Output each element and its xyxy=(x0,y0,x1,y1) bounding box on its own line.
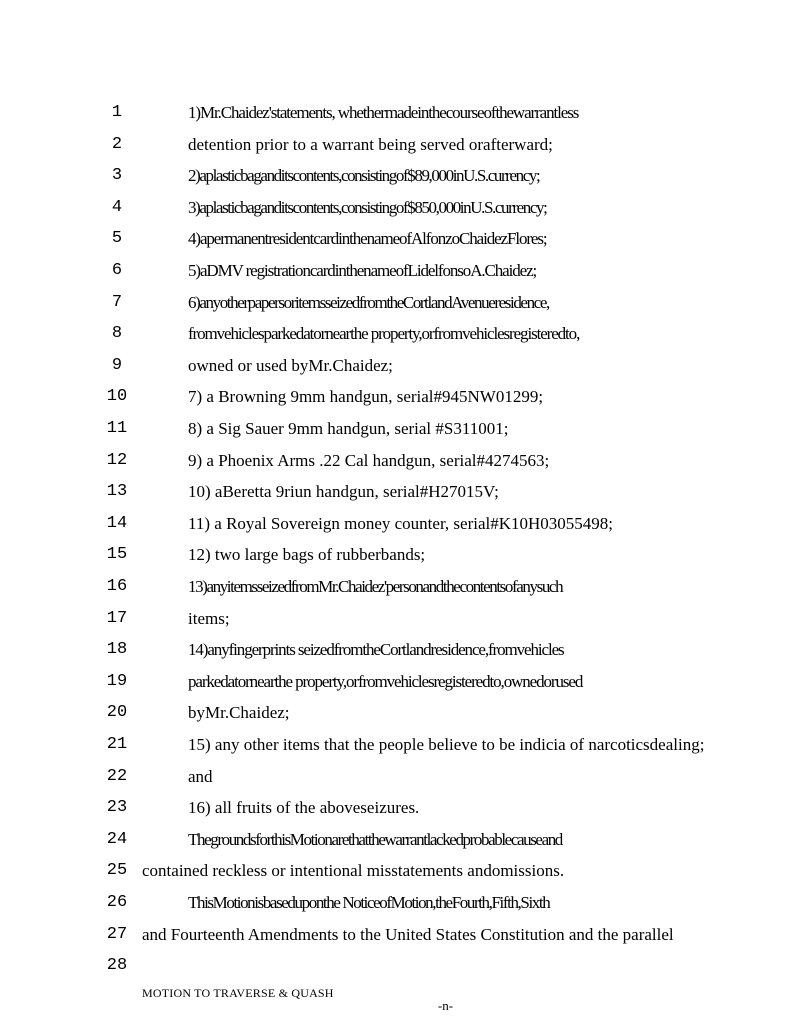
pleading-line xyxy=(0,416,791,442)
pleading-line xyxy=(0,384,791,410)
line-text: 13)anyitemsseizedfromMr.Chaidez'personandthecontentsofanysuch xyxy=(188,577,563,596)
line-number: 8 xyxy=(111,324,123,344)
line-text: 10) aBeretta 9riun handgun, serial#H27015V; xyxy=(188,482,499,502)
line-text: 11) a Royal Sovereign money counter, serial#K10H03055498; xyxy=(188,513,614,533)
line-text: 2)aplasticbaganditscontents,consistingof$89,000inU.S.currency; xyxy=(188,166,540,186)
pleading-line xyxy=(0,922,791,948)
line-number: 6 xyxy=(111,261,123,280)
line-number: 10 xyxy=(106,387,128,407)
line-text: 7) a Browning 9mm handgun, serial#945NW01299; xyxy=(188,387,544,407)
line-number: 17 xyxy=(106,608,128,628)
pleading-line xyxy=(0,764,791,790)
line-text: parkedatornearthe property,orfromvehiclesregisteredto,ownedorused xyxy=(188,671,583,691)
line-text: ThisMotionisbaseduponthe NoticeofMotion,theFourth,Fifth,Sixth xyxy=(188,893,550,912)
pleading-line xyxy=(0,669,791,695)
pleading-line xyxy=(0,290,791,316)
pleading-line xyxy=(0,163,791,189)
line-text: 16) all fruits of the aboveseizures. xyxy=(188,798,420,818)
pleading-line xyxy=(0,827,791,853)
pleading-line xyxy=(0,542,791,568)
line-text: detention prior to a warrant being served orafterward; xyxy=(188,134,553,154)
line-text: and xyxy=(188,766,213,786)
line-number: 23 xyxy=(106,798,128,818)
pleading-line xyxy=(0,321,791,347)
line-number: 27 xyxy=(106,924,128,944)
line-number: 15 xyxy=(106,545,128,565)
pleading-line xyxy=(0,795,791,821)
line-text: and Fourteenth Amendments to the United States Constitution and the parallel xyxy=(142,924,674,944)
pleading-line xyxy=(0,132,791,158)
footer-document-title: MOTION TO TRAVERSE & QUASH xyxy=(142,986,334,1000)
line-number: 1 xyxy=(111,103,123,122)
line-number: 5 xyxy=(111,229,123,249)
pleading-line xyxy=(0,732,791,758)
line-text: 4)apermanentresidentcardinthenameofAlfonzoChaidezFlores; xyxy=(188,229,547,249)
line-text: byMr.Chaidez; xyxy=(188,703,290,723)
line-text: 5)aDMV registrationcardinthenameofLidelfonsoA.Chaidez; xyxy=(188,261,537,280)
line-number: 4 xyxy=(111,197,123,217)
line-number: 21 xyxy=(106,735,128,754)
pleading-line xyxy=(0,448,791,474)
line-number: 9 xyxy=(111,355,123,375)
line-number: 13 xyxy=(106,482,128,502)
pleading-line xyxy=(0,479,791,505)
line-number: 22 xyxy=(106,766,128,786)
line-text: 3)aplasticbaganditscontents,consistingof$850,000inU.S.currency; xyxy=(188,197,547,217)
line-text: items; xyxy=(188,608,230,628)
line-number: 19 xyxy=(106,671,128,691)
line-text: 9) a Phoenix Arms .22 Cal handgun, serial#4274563; xyxy=(188,450,550,470)
pleading-line xyxy=(0,258,791,284)
line-text: fromvehiclesparkedatornearthe property,orfromvehiclesregisteredto, xyxy=(188,324,580,344)
pleading-line xyxy=(0,700,791,726)
line-number: 3 xyxy=(111,166,123,186)
pleading-line xyxy=(0,890,791,916)
line-text: owned or used byMr.Chaidez; xyxy=(188,355,393,375)
pleading-line xyxy=(0,511,791,537)
line-number: 16 xyxy=(106,577,128,596)
line-number: 28 xyxy=(106,956,128,976)
line-number: 26 xyxy=(106,893,128,912)
pleading-line xyxy=(0,858,791,884)
pleading-line xyxy=(0,637,791,663)
pleading-line xyxy=(0,195,791,221)
pleading-line xyxy=(0,100,791,126)
line-number: 25 xyxy=(106,861,128,881)
line-text: 1)Mr.Chaidez'statements, whethermadeinthecourseofthewarrantless xyxy=(188,103,579,122)
line-number: 24 xyxy=(106,829,128,849)
line-text: 8) a Sig Sauer 9mm handgun, serial #S311001; xyxy=(188,419,509,438)
line-text: 14)anyfingerprints seizedfromtheCortlandresidence,fromvehicles xyxy=(188,640,564,660)
line-number: 14 xyxy=(106,513,128,533)
line-number: 20 xyxy=(106,703,128,723)
line-text: 6)anyotherpapersoritemsseizedfromtheCortlandAvenueresidence, xyxy=(188,292,549,312)
line-number: 12 xyxy=(106,450,128,470)
line-number: 7 xyxy=(111,292,123,312)
line-text: contained reckless or intentional misstatements andomissions. xyxy=(142,861,565,881)
page-number: -n- xyxy=(437,998,454,1013)
line-number: 18 xyxy=(106,640,128,660)
pleading-line xyxy=(0,353,791,379)
line-number: 11 xyxy=(106,419,128,438)
line-number: 2 xyxy=(111,134,123,154)
pleading-line xyxy=(0,574,791,600)
line-text: 15) any other items that the people believe to be indicia of narcoticsdealing; xyxy=(188,735,705,754)
line-text: 12) two large bags of rubberbands; xyxy=(188,545,426,565)
pleading-line xyxy=(0,606,791,632)
pleading-line xyxy=(0,226,791,252)
pleading-line xyxy=(0,953,791,979)
line-text: ThegroundsforthisMotionarethatthewarrantlackedprobablecauseand xyxy=(188,829,562,849)
